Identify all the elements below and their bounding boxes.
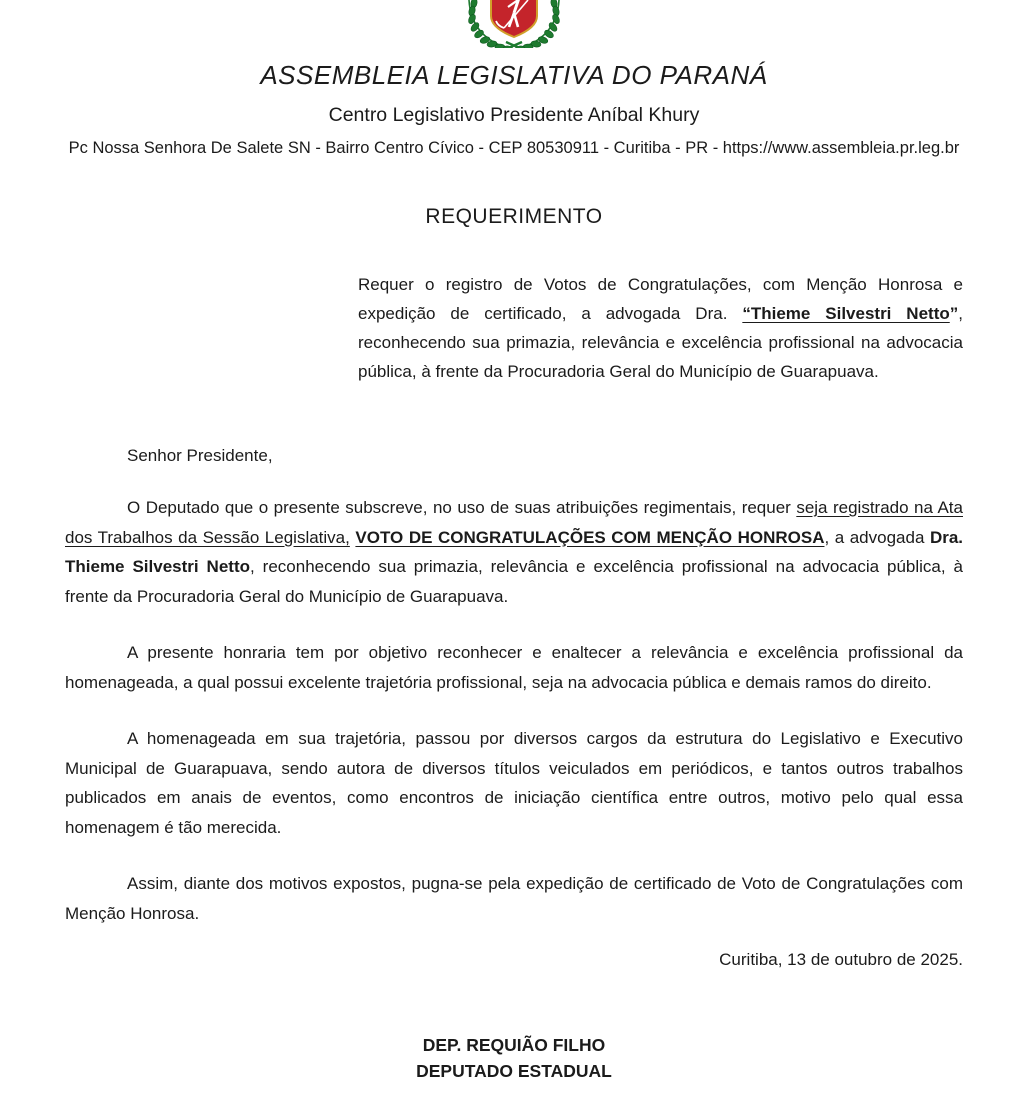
coat-of-arms-icon (461, 0, 567, 48)
text-run: Dra. Thieme Silvestri Netto (65, 527, 964, 576)
signer-name: DEP. REQUIÃO FILHO (422, 1035, 606, 1055)
body-paragraph-3 (65, 724, 963, 842)
text-run: Assim, diante dos motivos expostos, pugna-se pela expedição de certificado de Voto de Congratulações com Menção Honrosa. (65, 874, 963, 923)
text-run: A presente honraria tem por objetivo reconhecer e enaltecer a relevância e excelência profissional da homenageada, a qual possui excelente trajetória profissional, seja na advocacia pública e demais ramos do direito. (65, 643, 963, 692)
building-name: Centro Legislativo Presidente Aníbal Khury (328, 104, 700, 126)
parana-coat-of-arms-logo (461, 0, 567, 48)
signer-role: DEPUTADO ESTADUAL (416, 1061, 612, 1081)
text-run: A homenageada em sua trajetória, passou por diversos cargos da estrutura do Legislativo e Executivo Municipal de Guarapuava, sendo autora de diversos títulos veiculados em periódicos, e tantos outros trabalhos publicados em anais de eventos, como encontros de iniciação científica entre outros, motivo pelo qual essa homenagem é tão merecida. (65, 729, 963, 837)
crossed-stems (506, 42, 522, 48)
address-line: Pc Nossa Senhora De Salete SN - Bairro Centro Cívico - CEP 80530911 - Curitiba - PR - https://www.assembleia.pr.leg.br (68, 139, 960, 157)
text-run: O Deputado que o presente subscreve, no uso de suas atribuições regimentais, requer (127, 498, 797, 517)
text-run: seja registrado na Ata dos Trabalhos da Sessão Legislativa, (65, 498, 963, 547)
request-summary (358, 270, 963, 386)
shield (491, 0, 537, 37)
document-title: REQUERIMENTO (425, 205, 603, 228)
body-paragraph-2 (65, 638, 963, 697)
salutation: Senhor Presidente, (127, 446, 273, 465)
text-run: ” (949, 304, 959, 323)
text-run: VOTO DE CONGRATULAÇÕES COM MENÇÃO HONROSA (355, 527, 825, 547)
signature-block (65, 1032, 963, 1084)
body-paragraph-1 (65, 493, 963, 611)
dateline: Curitiba, 13 de outubro de 2025. (719, 950, 963, 969)
text-run: “Thieme Silvestri Netto (742, 304, 950, 323)
text-run: , reconhecendo sua primazia, relevância e excelência profissional na advocacia pública, à frente da Procuradoria Geral do Município de Guarapuava. (358, 304, 963, 381)
text-run: , a advogada (824, 527, 930, 547)
text-run: , reconhecendo sua primazia, relevância e excelência profissional na advocacia pública, à frente da Procuradoria Geral do Município de Guarapuava. (65, 557, 963, 606)
body-paragraph-4 (65, 869, 963, 928)
text-run: Requer o registro de Votos de Congratulações, com Menção Honrosa e expedição de certificado, a advogada Dra. (358, 275, 963, 323)
organization-name: ASSEMBLEIA LEGISLATIVA DO PARANÁ (260, 60, 768, 90)
